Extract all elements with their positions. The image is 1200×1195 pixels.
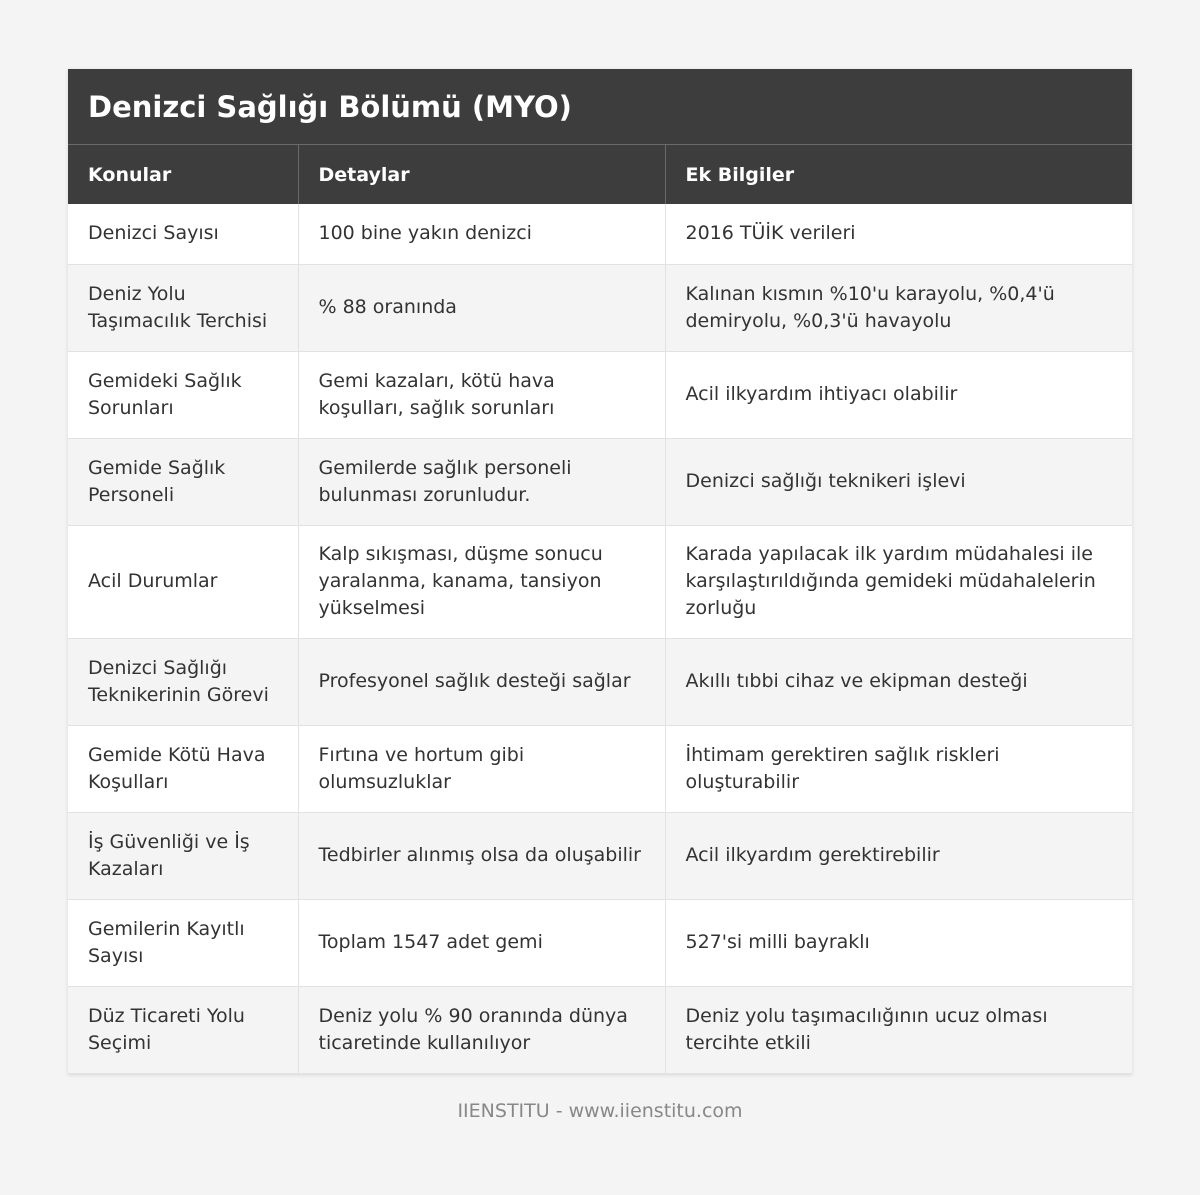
data-table [68,145,1132,1074]
table-cell: Gemide Sağlık Personeli [68,438,298,525]
table-cell: % 88 oranında [298,264,665,351]
table-cell: İş Güvenliği ve İş Kazaları [68,812,298,899]
table-cell: Denizci Sağlığı Teknikerinin Görevi [68,638,298,725]
table-row [68,899,1132,986]
table-cell: Kalınan kısmın %10'u karayolu, %0,4'ü demiryolu, %0,3'ü havayolu [665,264,1132,351]
table-row [68,264,1132,351]
table-cell: Toplam 1547 adet gemi [298,899,665,986]
table-cell: Deniz yolu % 90 oranında dünya ticaretinde kullanılıyor [298,986,665,1073]
table-title: Denizci Sağlığı Bölümü (MYO) [68,69,1132,145]
table-row [68,525,1132,638]
table-cell: 527'si milli bayraklı [665,899,1132,986]
table-cell: Deniz Yolu Taşımacılık Terchisi [68,264,298,351]
table-cell: 2016 TÜİK verileri [665,204,1132,264]
table-cell: 100 bine yakın denizci [298,204,665,264]
table-row [68,986,1132,1073]
column-header-detaylar: Detaylar [298,145,665,204]
table-cell: Gemi kazaları, kötü hava koşulları, sağlık sorunları [298,351,665,438]
table-cell: Profesyonel sağlık desteği sağlar [298,638,665,725]
table-cell: İhtimam gerektiren sağlık riskleri oluşturabilir [665,725,1132,812]
table-cell: Denizci sağlığı teknikeri işlevi [665,438,1132,525]
table-cell: Acil ilkyardım ihtiyacı olabilir [665,351,1132,438]
column-header-ek-bilgiler: Ek Bilgiler [665,145,1132,204]
table-row [68,351,1132,438]
table-cell: Fırtına ve hortum gibi olumsuzluklar [298,725,665,812]
table-row [68,725,1132,812]
table-cell: Gemilerin Kayıtlı Sayısı [68,899,298,986]
table-card [68,69,1132,1074]
table-cell: Düz Ticareti Yolu Seçimi [68,986,298,1073]
column-header-konular: Konular [68,145,298,204]
table-cell: Tedbirler alınmış olsa da oluşabilir [298,812,665,899]
table-row [68,438,1132,525]
table-cell: Acil Durumlar [68,525,298,638]
table-row [68,812,1132,899]
table-cell: Deniz yolu taşımacılığının ucuz olması tercihte etkili [665,986,1132,1073]
table-cell: Karada yapılacak ilk yardım müdahalesi ile karşılaştırıldığında gemideki müdahalelerin zorluğu [665,525,1132,638]
header-row [68,145,1132,204]
table-cell: Acil ilkyardım gerektirebilir [665,812,1132,899]
table-cell: Akıllı tıbbi cihaz ve ekipman desteği [665,638,1132,725]
footer-credit: IIENSTITU - www.iienstitu.com [457,1100,743,1122]
table-cell: Gemide Kötü Hava Koşulları [68,725,298,812]
table-row [68,638,1132,725]
table-row [68,204,1132,264]
table-cell: Kalp sıkışması, düşme sonucu yaralanma, kanama, tansiyon yükselmesi [298,525,665,638]
table-cell: Gemideki Sağlık Sorunları [68,351,298,438]
table-cell: Gemilerde sağlık personeli bulunması zorunludur. [298,438,665,525]
table-cell: Denizci Sayısı [68,204,298,264]
